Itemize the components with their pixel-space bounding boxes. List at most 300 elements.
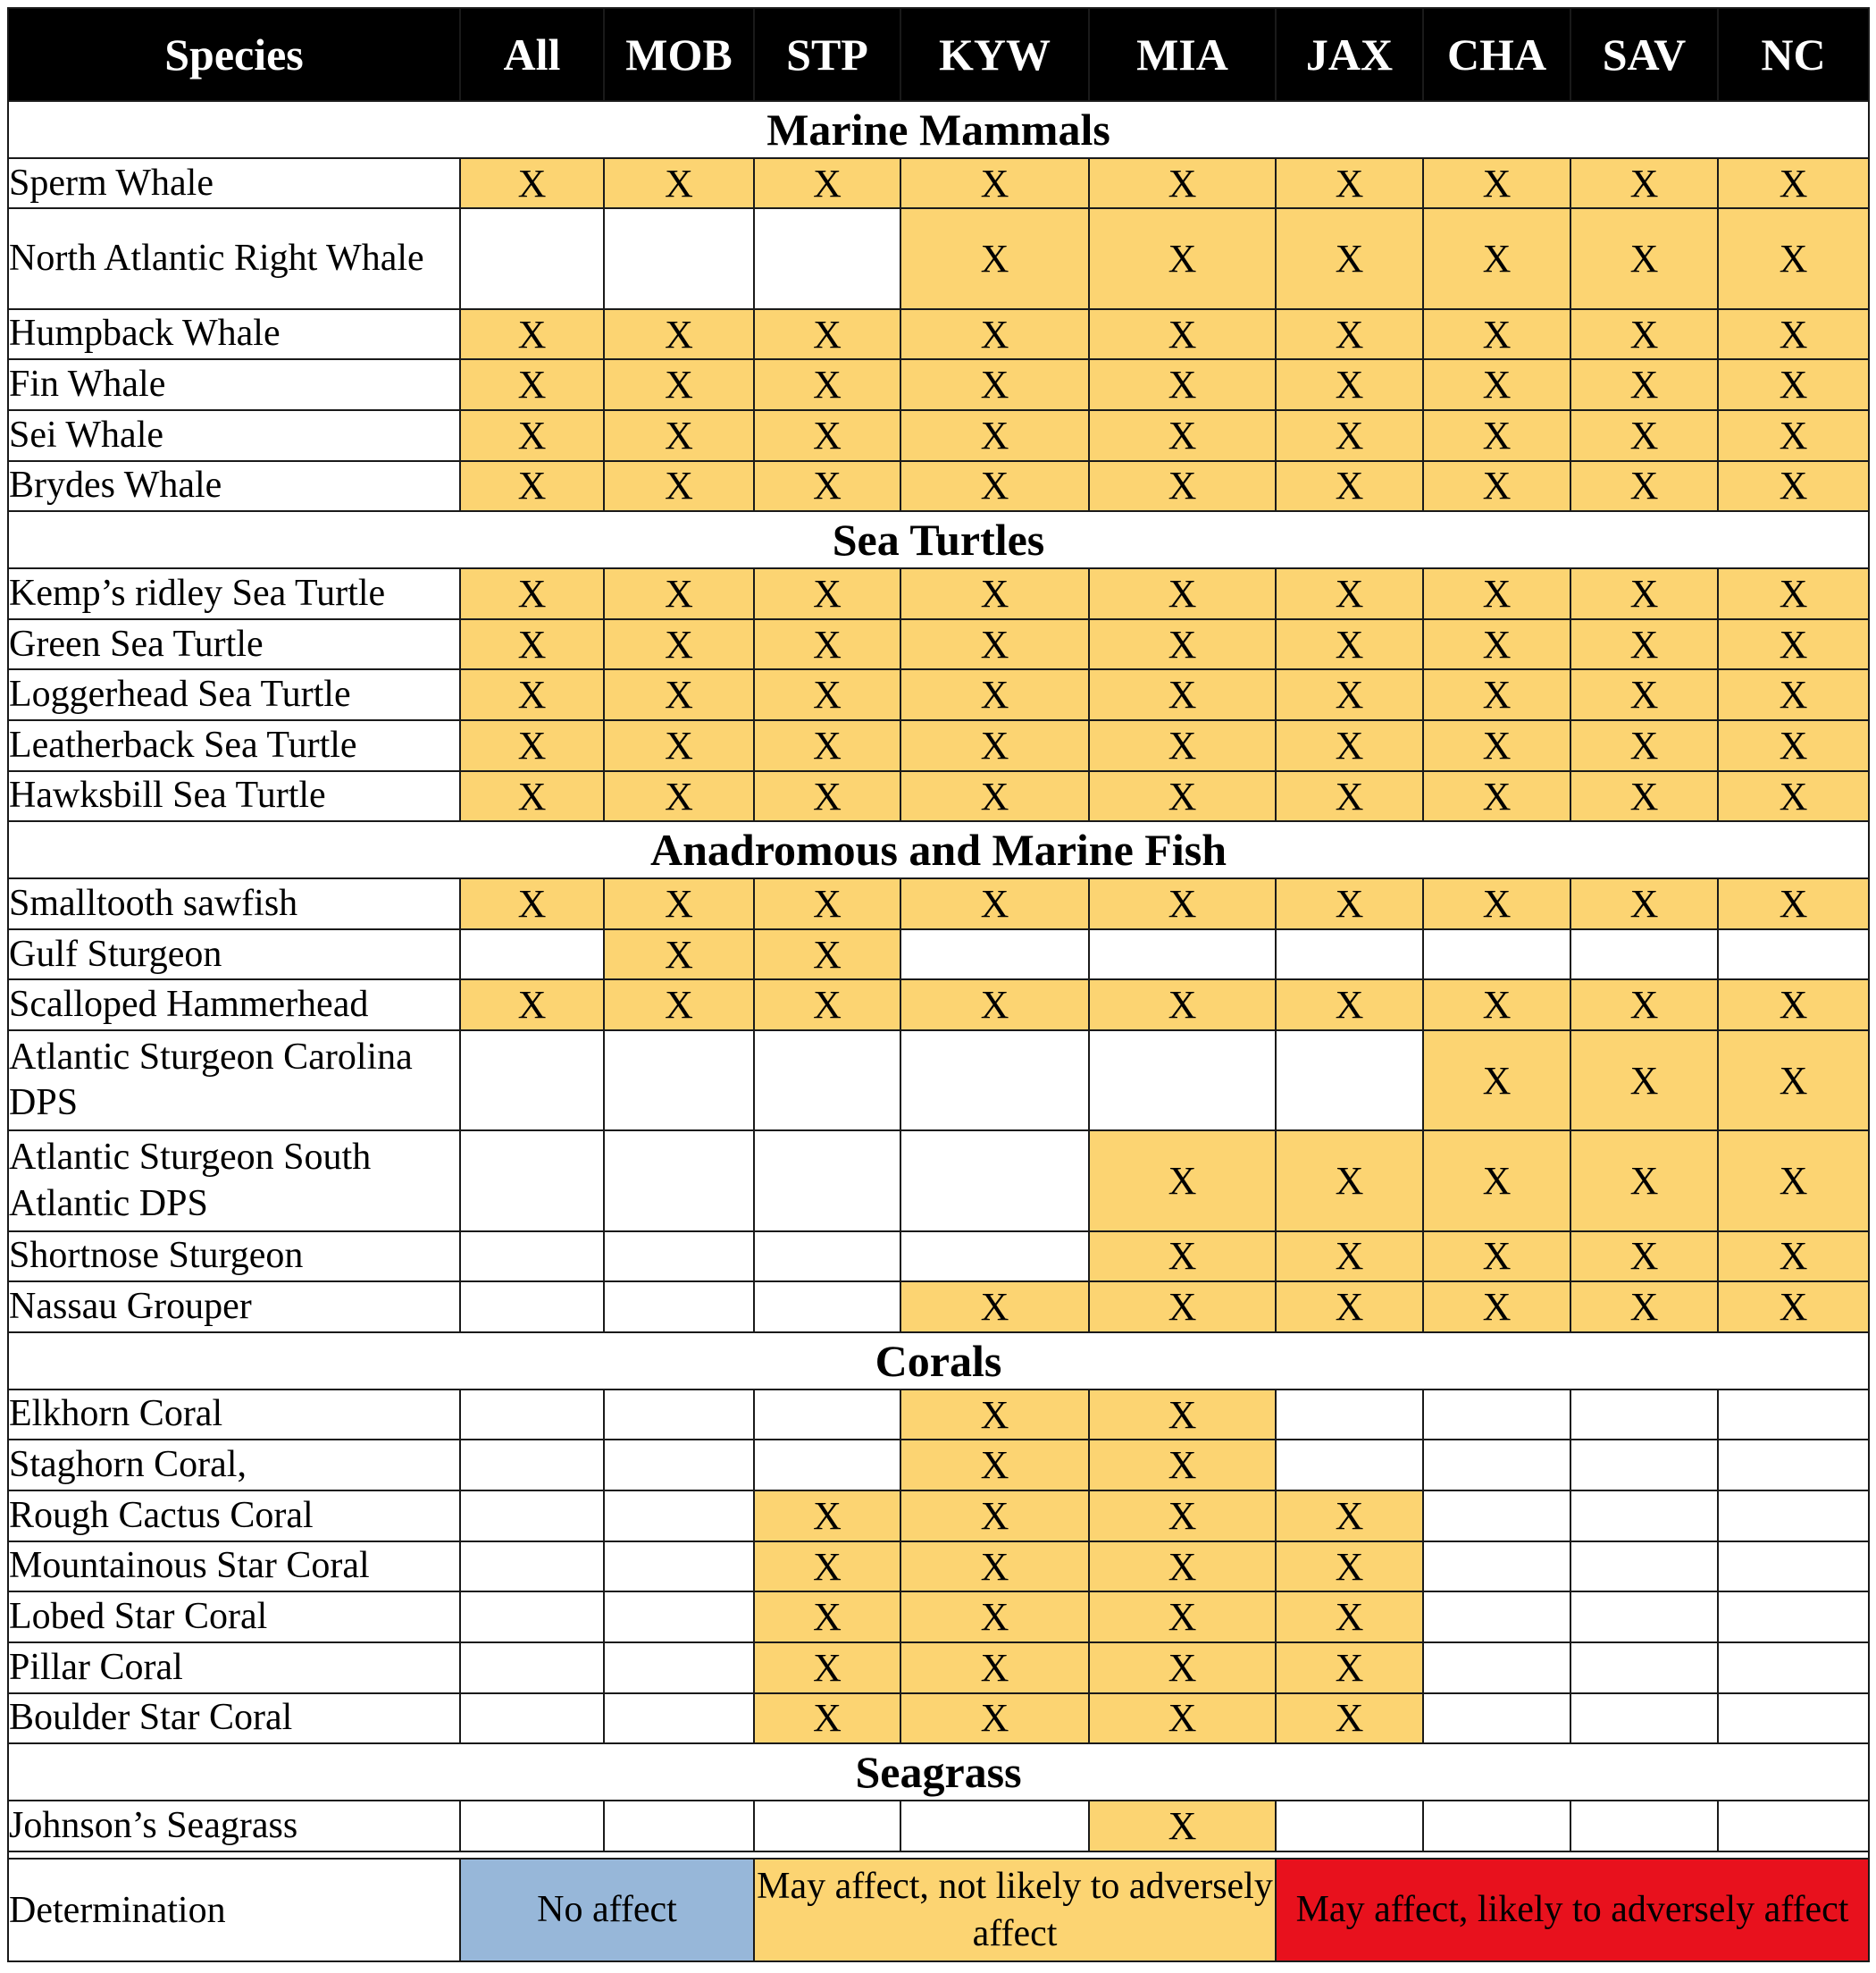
mark-cell-x: X bbox=[900, 1389, 1089, 1440]
mark-cell-x: X bbox=[460, 878, 604, 929]
mark-cell-empty bbox=[604, 1490, 754, 1541]
table-row bbox=[8, 979, 1869, 1030]
table-row bbox=[8, 1231, 1869, 1282]
mark-cell-x: X bbox=[900, 669, 1089, 720]
mark-cell-x: X bbox=[1089, 1231, 1276, 1282]
mark-cell-empty bbox=[604, 1440, 754, 1490]
mark-cell-empty bbox=[460, 1591, 604, 1642]
species-name: Fin Whale bbox=[8, 359, 460, 410]
mark-cell-x: X bbox=[1089, 309, 1276, 360]
mark-cell-x: X bbox=[754, 568, 900, 619]
mark-cell-empty bbox=[1276, 1389, 1423, 1440]
table-row bbox=[8, 410, 1869, 461]
table-row bbox=[8, 619, 1869, 670]
mark-cell-x: X bbox=[1718, 619, 1869, 670]
mark-cell-x: X bbox=[1570, 619, 1718, 670]
mark-cell-x: X bbox=[1276, 1231, 1423, 1282]
mark-cell-x: X bbox=[1276, 1591, 1423, 1642]
table-row bbox=[8, 309, 1869, 360]
mark-cell-empty bbox=[1718, 1541, 1869, 1592]
mark-cell-empty bbox=[604, 208, 754, 308]
species-name: Nassau Grouper bbox=[8, 1281, 460, 1332]
mark-cell-x: X bbox=[1423, 878, 1570, 929]
mark-cell-x: X bbox=[1089, 878, 1276, 929]
table-row bbox=[8, 720, 1869, 771]
mark-cell-x: X bbox=[1276, 359, 1423, 410]
mark-cell-empty bbox=[460, 1693, 604, 1744]
mark-cell-empty bbox=[1718, 1389, 1869, 1440]
mark-cell-x: X bbox=[1276, 771, 1423, 822]
mark-cell-x: X bbox=[754, 669, 900, 720]
mark-cell-x: X bbox=[1089, 461, 1276, 512]
mark-cell-x: X bbox=[900, 568, 1089, 619]
mark-cell-x: X bbox=[1089, 1642, 1276, 1693]
mark-cell-x: X bbox=[1718, 410, 1869, 461]
mark-cell-x: X bbox=[900, 1440, 1089, 1490]
table-row bbox=[8, 1490, 1869, 1541]
mark-cell-x: X bbox=[754, 771, 900, 822]
mark-cell-x: X bbox=[900, 1490, 1089, 1541]
mark-cell-x: X bbox=[754, 309, 900, 360]
mark-cell-x: X bbox=[1423, 619, 1570, 670]
mark-cell-x: X bbox=[1570, 1130, 1718, 1230]
mark-cell-x: X bbox=[900, 208, 1089, 308]
mark-cell-x: X bbox=[1570, 771, 1718, 822]
mark-cell-x: X bbox=[1276, 669, 1423, 720]
mark-cell-empty bbox=[1423, 1440, 1570, 1490]
mark-cell-x: X bbox=[604, 878, 754, 929]
species-name: Hawksbill Sea Turtle bbox=[8, 771, 460, 822]
mark-cell-x: X bbox=[1089, 1591, 1276, 1642]
mark-cell-x: X bbox=[1718, 309, 1869, 360]
header-region-cha: CHA bbox=[1423, 8, 1570, 101]
table-row bbox=[8, 359, 1869, 410]
mark-cell-x: X bbox=[1570, 878, 1718, 929]
species-name: Sei Whale bbox=[8, 410, 460, 461]
mark-cell-empty bbox=[460, 1642, 604, 1693]
header-region-sav: SAV bbox=[1570, 8, 1718, 101]
mark-cell-x: X bbox=[900, 720, 1089, 771]
mark-cell-x: X bbox=[460, 309, 604, 360]
category-title: Corals bbox=[8, 1332, 1869, 1389]
mark-cell-empty bbox=[604, 1030, 754, 1130]
table-row bbox=[8, 568, 1869, 619]
mark-cell-empty bbox=[1423, 1642, 1570, 1693]
mark-cell-empty bbox=[1570, 1642, 1718, 1693]
mark-cell-empty bbox=[754, 1801, 900, 1851]
species-name: Humpback Whale bbox=[8, 309, 460, 360]
species-name: Staghorn Coral, bbox=[8, 1440, 460, 1490]
mark-cell-empty bbox=[1570, 1440, 1718, 1490]
header-species: Species bbox=[8, 8, 460, 101]
mark-cell-x: X bbox=[1089, 619, 1276, 670]
mark-cell-empty bbox=[1423, 1541, 1570, 1592]
mark-cell-empty bbox=[754, 1231, 900, 1282]
category-title: Sea Turtles bbox=[8, 511, 1869, 568]
mark-cell-x: X bbox=[604, 461, 754, 512]
mark-cell-x: X bbox=[1718, 1130, 1869, 1230]
mark-cell-empty bbox=[460, 1801, 604, 1851]
mark-cell-x: X bbox=[1423, 461, 1570, 512]
mark-cell-x: X bbox=[1570, 410, 1718, 461]
table-row bbox=[8, 1591, 1869, 1642]
mark-cell-x: X bbox=[1276, 461, 1423, 512]
mark-cell-empty bbox=[1718, 1642, 1869, 1693]
mark-cell-x: X bbox=[460, 158, 604, 209]
mark-cell-x: X bbox=[1718, 359, 1869, 410]
mark-cell-x: X bbox=[1089, 1389, 1276, 1440]
mark-cell-empty bbox=[1423, 1693, 1570, 1744]
mark-cell-x: X bbox=[1089, 720, 1276, 771]
mark-cell-x: X bbox=[1089, 1490, 1276, 1541]
category-row bbox=[8, 1332, 1869, 1389]
table-row bbox=[8, 1693, 1869, 1744]
mark-cell-x: X bbox=[1423, 1130, 1570, 1230]
mark-cell-x: X bbox=[1423, 208, 1570, 308]
mark-cell-x: X bbox=[1423, 720, 1570, 771]
mark-cell-x: X bbox=[1276, 1642, 1423, 1693]
table-body bbox=[8, 101, 1869, 1851]
mark-cell-x: X bbox=[460, 771, 604, 822]
mark-cell-x: X bbox=[1423, 771, 1570, 822]
legend-may-affect-not-likely: May affect, not likely to adversely affect bbox=[754, 1859, 1276, 1961]
species-name: Elkhorn Coral bbox=[8, 1389, 460, 1440]
mark-cell-empty bbox=[604, 1642, 754, 1693]
mark-cell-empty bbox=[1276, 1801, 1423, 1851]
mark-cell-x: X bbox=[1089, 1801, 1276, 1851]
category-title: Anadromous and Marine Fish bbox=[8, 821, 1869, 878]
mark-cell-empty bbox=[460, 1281, 604, 1332]
mark-cell-x: X bbox=[1089, 1130, 1276, 1230]
table-row bbox=[8, 1030, 1869, 1130]
mark-cell-empty bbox=[460, 1130, 604, 1230]
mark-cell-x: X bbox=[754, 359, 900, 410]
mark-cell-empty bbox=[1718, 1693, 1869, 1744]
determination-row bbox=[8, 1859, 1869, 1961]
legend-no-affect: No affect bbox=[460, 1859, 754, 1961]
mark-cell-x: X bbox=[900, 410, 1089, 461]
mark-cell-empty bbox=[604, 1591, 754, 1642]
mark-cell-empty bbox=[460, 208, 604, 308]
mark-cell-empty bbox=[1570, 929, 1718, 980]
mark-cell-x: X bbox=[900, 771, 1089, 822]
mark-cell-x: X bbox=[900, 979, 1089, 1030]
species-name: Boulder Star Coral bbox=[8, 1693, 460, 1744]
mark-cell-x: X bbox=[1423, 410, 1570, 461]
mark-cell-empty bbox=[1718, 1490, 1869, 1541]
mark-cell-x: X bbox=[1570, 669, 1718, 720]
mark-cell-x: X bbox=[900, 461, 1089, 512]
species-name: Shortnose Sturgeon bbox=[8, 1231, 460, 1282]
mark-cell-empty bbox=[754, 208, 900, 308]
mark-cell-x: X bbox=[754, 158, 900, 209]
mark-cell-x: X bbox=[1570, 309, 1718, 360]
mark-cell-x: X bbox=[604, 619, 754, 670]
mark-cell-x: X bbox=[1276, 1490, 1423, 1541]
mark-cell-x: X bbox=[460, 568, 604, 619]
species-name: Leatherback Sea Turtle bbox=[8, 720, 460, 771]
mark-cell-empty bbox=[460, 929, 604, 980]
mark-cell-empty bbox=[1570, 1591, 1718, 1642]
header-region-all: All bbox=[460, 8, 604, 101]
mark-cell-x: X bbox=[1570, 1030, 1718, 1130]
species-name: Atlantic Sturgeon Carolina DPS bbox=[8, 1030, 460, 1130]
species-name: Gulf Sturgeon bbox=[8, 929, 460, 980]
mark-cell-x: X bbox=[900, 878, 1089, 929]
mark-cell-x: X bbox=[1718, 720, 1869, 771]
table-row bbox=[8, 1281, 1869, 1332]
species-name: Lobed Star Coral bbox=[8, 1591, 460, 1642]
mark-cell-x: X bbox=[1276, 720, 1423, 771]
mark-cell-x: X bbox=[1570, 568, 1718, 619]
mark-cell-x: X bbox=[1276, 619, 1423, 670]
header-region-nc: NC bbox=[1718, 8, 1869, 101]
mark-cell-x: X bbox=[604, 669, 754, 720]
mark-cell-x: X bbox=[1718, 878, 1869, 929]
mark-cell-x: X bbox=[1089, 208, 1276, 308]
table-row bbox=[8, 1801, 1869, 1851]
mark-cell-x: X bbox=[1423, 359, 1570, 410]
species-name: Brydes Whale bbox=[8, 461, 460, 512]
mark-cell-x: X bbox=[1718, 669, 1869, 720]
mark-cell-x: X bbox=[900, 1591, 1089, 1642]
mark-cell-empty bbox=[1718, 929, 1869, 980]
category-title: Seagrass bbox=[8, 1743, 1869, 1801]
mark-cell-x: X bbox=[604, 979, 754, 1030]
header-region-kyw: KYW bbox=[900, 8, 1089, 101]
mark-cell-x: X bbox=[1089, 1693, 1276, 1744]
mark-cell-x: X bbox=[1276, 1693, 1423, 1744]
mark-cell-empty bbox=[460, 1231, 604, 1282]
mark-cell-x: X bbox=[604, 568, 754, 619]
mark-cell-x: X bbox=[1276, 208, 1423, 308]
mark-cell-empty bbox=[604, 1231, 754, 1282]
mark-cell-x: X bbox=[604, 771, 754, 822]
mark-cell-x: X bbox=[900, 309, 1089, 360]
species-name: Mountainous Star Coral bbox=[8, 1541, 460, 1592]
mark-cell-x: X bbox=[1423, 158, 1570, 209]
mark-cell-x: X bbox=[604, 309, 754, 360]
mark-cell-x: X bbox=[754, 878, 900, 929]
mark-cell-x: X bbox=[754, 979, 900, 1030]
table-row bbox=[8, 878, 1869, 929]
mark-cell-x: X bbox=[1276, 410, 1423, 461]
mark-cell-empty bbox=[460, 1541, 604, 1592]
mark-cell-x: X bbox=[900, 1693, 1089, 1744]
mark-cell-empty bbox=[1276, 1030, 1423, 1130]
mark-cell-x: X bbox=[1089, 979, 1276, 1030]
mark-cell-x: X bbox=[1276, 309, 1423, 360]
species-name: Rough Cactus Coral bbox=[8, 1490, 460, 1541]
mark-cell-empty bbox=[1718, 1591, 1869, 1642]
mark-cell-empty bbox=[900, 929, 1089, 980]
mark-cell-empty bbox=[900, 1801, 1089, 1851]
mark-cell-x: X bbox=[1089, 669, 1276, 720]
mark-cell-empty bbox=[1089, 1030, 1276, 1130]
species-name: Smalltooth sawfish bbox=[8, 878, 460, 929]
mark-cell-x: X bbox=[1570, 1281, 1718, 1332]
mark-cell-empty bbox=[1423, 1801, 1570, 1851]
mark-cell-x: X bbox=[900, 158, 1089, 209]
mark-cell-x: X bbox=[900, 619, 1089, 670]
table-row bbox=[8, 158, 1869, 209]
mark-cell-x: X bbox=[1718, 1281, 1869, 1332]
mark-cell-empty bbox=[1570, 1541, 1718, 1592]
mark-cell-x: X bbox=[900, 1541, 1089, 1592]
mark-cell-x: X bbox=[1570, 359, 1718, 410]
footer-divider bbox=[8, 1851, 1869, 1859]
table-row bbox=[8, 669, 1869, 720]
mark-cell-empty bbox=[1570, 1389, 1718, 1440]
mark-cell-empty bbox=[604, 1693, 754, 1744]
mark-cell-x: X bbox=[1718, 208, 1869, 308]
mark-cell-empty bbox=[460, 1490, 604, 1541]
mark-cell-x: X bbox=[1423, 669, 1570, 720]
mark-cell-x: X bbox=[1718, 1231, 1869, 1282]
header-region-stp: STP bbox=[754, 8, 900, 101]
mark-cell-x: X bbox=[1089, 1440, 1276, 1490]
table-row bbox=[8, 929, 1869, 980]
mark-cell-empty bbox=[604, 1281, 754, 1332]
mark-cell-x: X bbox=[1423, 568, 1570, 619]
mark-cell-x: X bbox=[754, 929, 900, 980]
mark-cell-x: X bbox=[1089, 1541, 1276, 1592]
mark-cell-x: X bbox=[1718, 979, 1869, 1030]
mark-cell-x: X bbox=[460, 461, 604, 512]
mark-cell-empty bbox=[604, 1801, 754, 1851]
mark-cell-x: X bbox=[754, 1541, 900, 1592]
table-row bbox=[8, 771, 1869, 822]
mark-cell-x: X bbox=[1423, 1030, 1570, 1130]
mark-cell-empty bbox=[604, 1130, 754, 1230]
mark-cell-x: X bbox=[1570, 720, 1718, 771]
mark-cell-x: X bbox=[460, 979, 604, 1030]
mark-cell-x: X bbox=[460, 720, 604, 771]
mark-cell-x: X bbox=[1276, 158, 1423, 209]
mark-cell-empty bbox=[1570, 1693, 1718, 1744]
mark-cell-x: X bbox=[1570, 1231, 1718, 1282]
mark-cell-empty bbox=[1718, 1801, 1869, 1851]
mark-cell-empty bbox=[1089, 929, 1276, 980]
mark-cell-empty bbox=[1423, 1389, 1570, 1440]
species-name: Scalloped Hammerhead bbox=[8, 979, 460, 1030]
header-region-jax: JAX bbox=[1276, 8, 1423, 101]
mark-cell-x: X bbox=[754, 461, 900, 512]
species-name: Johnson’s Seagrass bbox=[8, 1801, 460, 1851]
mark-cell-x: X bbox=[604, 720, 754, 771]
mark-cell-x: X bbox=[604, 158, 754, 209]
mark-cell-x: X bbox=[1089, 158, 1276, 209]
mark-cell-empty bbox=[754, 1030, 900, 1130]
mark-cell-empty bbox=[1718, 1440, 1869, 1490]
mark-cell-empty bbox=[604, 1389, 754, 1440]
mark-cell-x: X bbox=[1276, 1130, 1423, 1230]
species-name: North Atlantic Right Whale bbox=[8, 208, 460, 308]
mark-cell-empty bbox=[1423, 1490, 1570, 1541]
mark-cell-x: X bbox=[754, 619, 900, 670]
mark-cell-x: X bbox=[1276, 1281, 1423, 1332]
mark-cell-empty bbox=[1276, 929, 1423, 980]
category-row bbox=[8, 101, 1869, 158]
species-name: Atlantic Sturgeon South Atlantic DPS bbox=[8, 1130, 460, 1230]
mark-cell-x: X bbox=[1423, 309, 1570, 360]
mark-cell-x: X bbox=[1423, 979, 1570, 1030]
table-row bbox=[8, 1389, 1869, 1440]
mark-cell-x: X bbox=[1718, 568, 1869, 619]
mark-cell-empty bbox=[1423, 929, 1570, 980]
header-row bbox=[8, 8, 1869, 101]
mark-cell-x: X bbox=[1276, 979, 1423, 1030]
mark-cell-x: X bbox=[1276, 1541, 1423, 1592]
mark-cell-x: X bbox=[1423, 1281, 1570, 1332]
mark-cell-empty bbox=[900, 1130, 1089, 1230]
table-row bbox=[8, 1440, 1869, 1490]
mark-cell-x: X bbox=[1276, 568, 1423, 619]
mark-cell-x: X bbox=[900, 1281, 1089, 1332]
mark-cell-x: X bbox=[1089, 1281, 1276, 1332]
table-row bbox=[8, 1541, 1869, 1592]
mark-cell-empty bbox=[1423, 1591, 1570, 1642]
mark-cell-x: X bbox=[460, 359, 604, 410]
table-row bbox=[8, 208, 1869, 308]
mark-cell-x: X bbox=[754, 1591, 900, 1642]
legend-may-affect-likely: May affect, likely to adversely affect bbox=[1276, 1859, 1869, 1961]
mark-cell-empty bbox=[460, 1389, 604, 1440]
mark-cell-x: X bbox=[1570, 158, 1718, 209]
table-row bbox=[8, 1130, 1869, 1230]
mark-cell-x: X bbox=[460, 669, 604, 720]
mark-cell-empty bbox=[754, 1281, 900, 1332]
mark-cell-x: X bbox=[1089, 568, 1276, 619]
mark-cell-empty bbox=[1570, 1801, 1718, 1851]
table-row bbox=[8, 461, 1869, 512]
species-name: Kemp’s ridley Sea Turtle bbox=[8, 568, 460, 619]
mark-cell-x: X bbox=[460, 410, 604, 461]
mark-cell-x: X bbox=[1718, 158, 1869, 209]
mark-cell-x: X bbox=[900, 359, 1089, 410]
mark-cell-x: X bbox=[754, 1693, 900, 1744]
mark-cell-x: X bbox=[460, 619, 604, 670]
mark-cell-empty bbox=[604, 1541, 754, 1592]
mark-cell-empty bbox=[754, 1130, 900, 1230]
species-determination-table bbox=[7, 7, 1870, 1962]
mark-cell-x: X bbox=[754, 410, 900, 461]
mark-cell-x: X bbox=[1570, 979, 1718, 1030]
mark-cell-empty bbox=[754, 1389, 900, 1440]
mark-cell-x: X bbox=[1423, 1231, 1570, 1282]
species-name: Green Sea Turtle bbox=[8, 619, 460, 670]
mark-cell-x: X bbox=[1718, 1030, 1869, 1130]
mark-cell-x: X bbox=[1570, 208, 1718, 308]
species-name: Sperm Whale bbox=[8, 158, 460, 209]
header-region-mob: MOB bbox=[604, 8, 754, 101]
category-row bbox=[8, 511, 1869, 568]
mark-cell-empty bbox=[1276, 1440, 1423, 1490]
mark-cell-x: X bbox=[1276, 878, 1423, 929]
species-name: Pillar Coral bbox=[8, 1642, 460, 1693]
mark-cell-x: X bbox=[1089, 410, 1276, 461]
mark-cell-x: X bbox=[604, 410, 754, 461]
mark-cell-x: X bbox=[754, 720, 900, 771]
category-row bbox=[8, 821, 1869, 878]
mark-cell-x: X bbox=[754, 1642, 900, 1693]
mark-cell-empty bbox=[900, 1030, 1089, 1130]
mark-cell-x: X bbox=[604, 359, 754, 410]
category-row bbox=[8, 1743, 1869, 1801]
mark-cell-x: X bbox=[900, 1642, 1089, 1693]
header-region-mia: MIA bbox=[1089, 8, 1276, 101]
mark-cell-empty bbox=[460, 1440, 604, 1490]
